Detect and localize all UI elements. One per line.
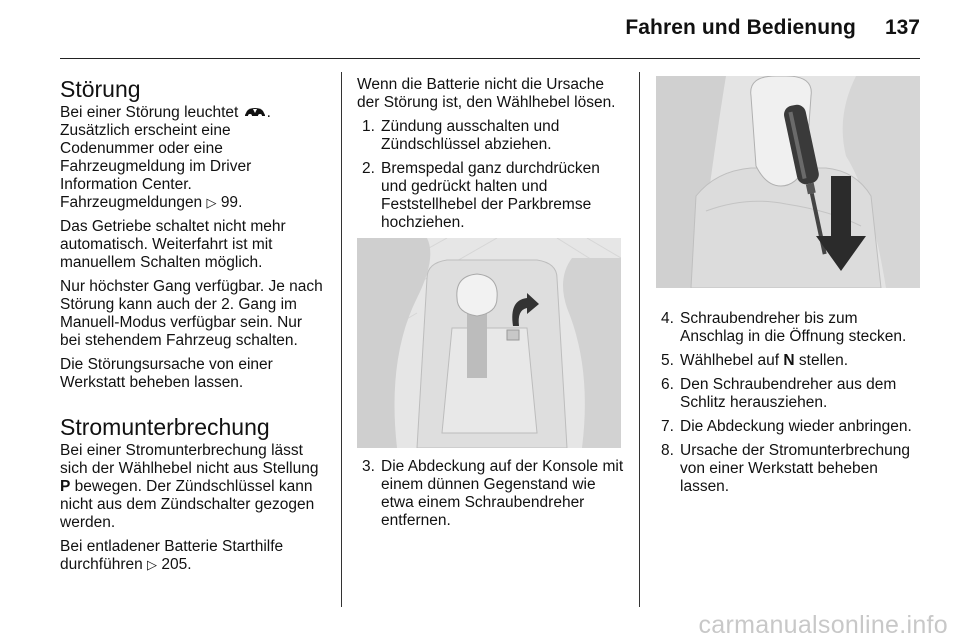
page-reference-arrow-icon: ▷ [206,195,217,210]
page-number: 137 [884,16,920,39]
page-reference[interactable]: 99 [220,194,239,211]
heading-stromunterbrechung: Stromunterbrechung [60,414,270,440]
list-item: 6. Den Schraubendreher aus dem Schlitz herausziehen. [661,376,897,411]
list-item: 3. Die Abdeckung auf der Konsole mit einem dünnen Gegenstand wie etwa einem Schraubendreher entfernen. [362,458,624,529]
paragraph-stoerung-3: Nur höchster Gang verfügbar. Je nach Störung kann auch der 2. Gang im Manuell-Modus verfügbar sein. Nur bei stehendem Fahrzeug schalten. [60,278,323,349]
list-item: 4. Schraubendreher bis zum Anschlag in die Öffnung stecken. [661,310,907,345]
watermark: carmanualsonline.info [698,611,948,639]
list-item: 8. Ursache der Stromunterbrechung von einer Werkstatt beheben lassen. [661,442,911,495]
list-item: 7. Die Abdeckung wieder anbringen. [661,418,912,435]
gear-position-p: P [60,478,71,495]
heading-stoerung: Störung [60,76,141,102]
paragraph-strom-2: Bei entladener Batterie Starthilfe durchführen ▷ 205. [60,538,284,573]
header-rule [60,58,920,59]
paragraph-stoerung-2: Das Getriebe schaltet nicht mehr automatisch. Weiterfahrt ist mit manuellem Schalten möglich. [60,218,286,271]
paragraph-stoerung-4: Die Störungsursache von einer Werkstatt beheben lassen. [60,356,273,391]
page-reference-arrow-icon: ▷ [147,557,158,572]
paragraph-stoerung-1: Bei einer Störung leuchtet . Zusätzlich erscheint eine Codenummer oder eine Fahrzeugmeldung im Driver Information Center. Fahrzeugmeldungen ▷ 99. [60,104,271,211]
list-item: 2. Bremspedal ganz durchdrücken und gedrückt halten und Feststellhebel der Parkbremse hochziehen. [362,160,600,231]
steps-list-3 [656,310,922,496]
paragraph-intro: Wenn die Batterie nicht die Ursache der Störung ist, den Wählhebel lösen. [357,76,616,111]
page-reference[interactable]: 205 [161,556,188,573]
column-2 [357,76,625,536]
page-header [0,0,960,58]
list-item: 1. Zündung ausschalten und Zündschlüssel abziehen. [362,118,560,153]
paragraph-strom-1: Bei einer Stromunterbrechung lässt sich der Wählhebel nicht aus Stellung P bewegen. Der Zündschlüssel kann nicht aus dem Zündschalter gezogen werden. [60,442,319,531]
car-warning-icon [243,104,267,121]
gear-lever-illustration [357,238,621,448]
section-title: Fahren und Bedienung [625,16,856,39]
column-divider-1 [341,72,342,607]
column-1 [60,76,326,580]
column-3 [656,76,922,502]
screwdriver-illustration [656,76,920,288]
steps-list-1 [357,118,625,232]
gear-position-n: N [783,352,795,369]
list-item: 5. Wählhebel auf N stellen. [661,352,849,369]
steps-list-2 [357,458,625,530]
column-divider-2 [639,72,640,607]
